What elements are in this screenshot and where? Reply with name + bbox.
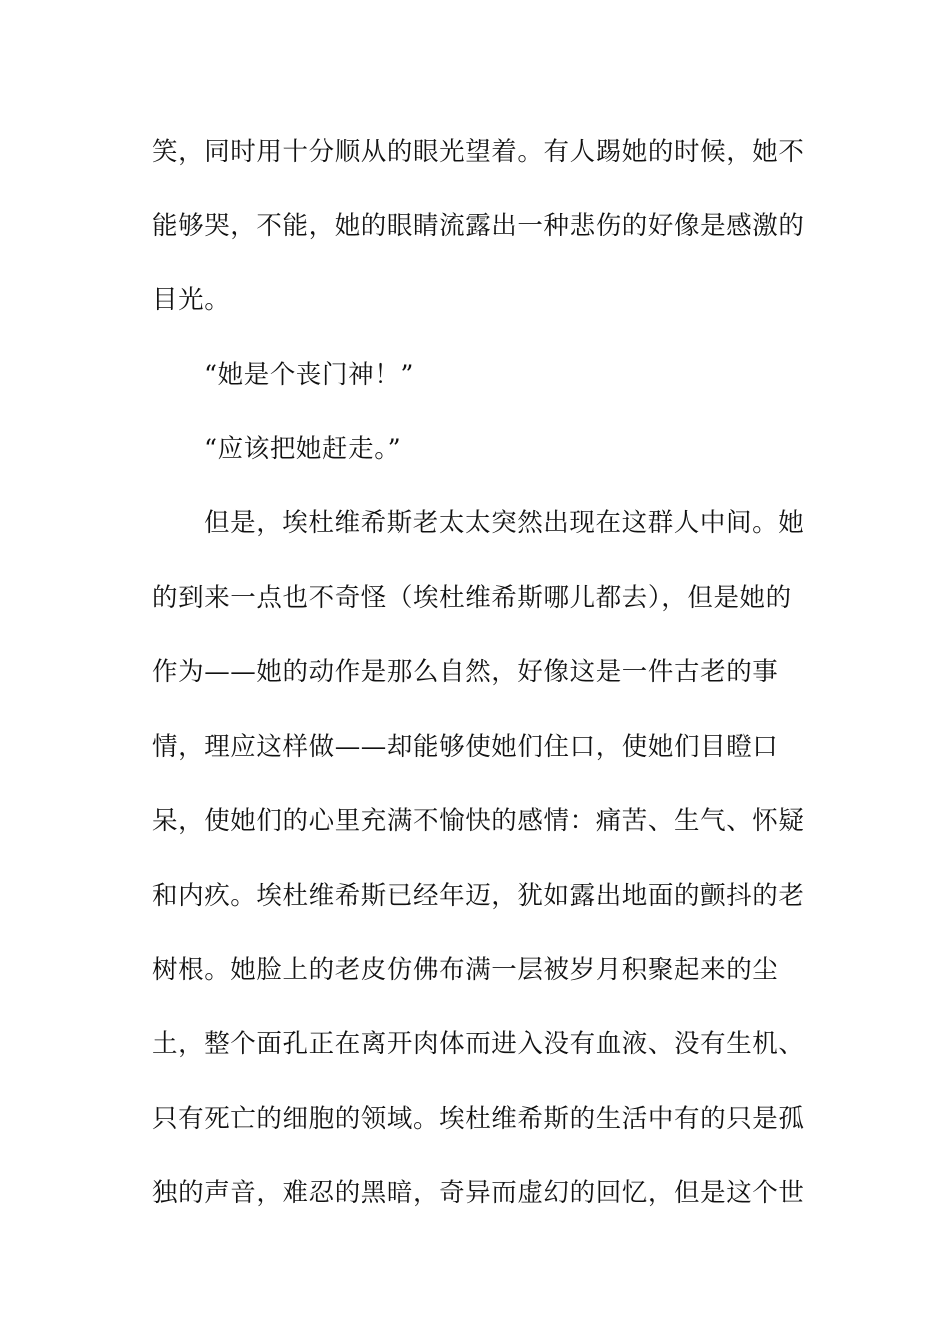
text-line: 只有死亡的细胞的领域。埃杜维希斯的生活中有的只是孤: [152, 1104, 805, 1134]
text-line: 作为——她的动作是那么自然，好像这是一件古老的事: [152, 657, 779, 687]
text-line: 土，整个面孔正在离开肉体而进入没有血液、没有生机、: [152, 1029, 805, 1059]
text-line: 树根。她脸上的老皮仿佛布满一层被岁月积聚起来的尘: [152, 955, 779, 985]
text-line: 独的声音，难忍的黑暗，奇异而虚幻的回忆，但是这个世: [152, 1178, 805, 1208]
text-line: 能够哭，不能，她的眼睛流露出一种悲伤的好像是感激的: [152, 211, 805, 241]
text-line: 笑，同时用十分顺从的眼光望着。有人踢她的时候，她不: [152, 137, 805, 167]
text-line: 呆，使她们的心里充满不愉快的感情：痛苦、生气、怀疑: [152, 806, 805, 836]
text-line: 的到来一点也不奇怪（埃杜维希斯哪儿都去），但是她的: [152, 583, 792, 613]
text-line: 情，理应这样做——却能够使她们住口，使她们目瞪口: [152, 732, 779, 762]
text-line: 和内疚。埃杜维希斯已经年迈，犹如露出地面的颤抖的老: [152, 881, 805, 911]
paragraph-first-line: 但是，埃杜维希斯老太太突然出现在这群人中间。她: [204, 508, 805, 538]
text-line: 目光。: [152, 285, 231, 315]
dialogue-line: “她是个丧门神！”: [204, 360, 414, 390]
dialogue-line: “应该把她赶走。”: [204, 434, 402, 464]
